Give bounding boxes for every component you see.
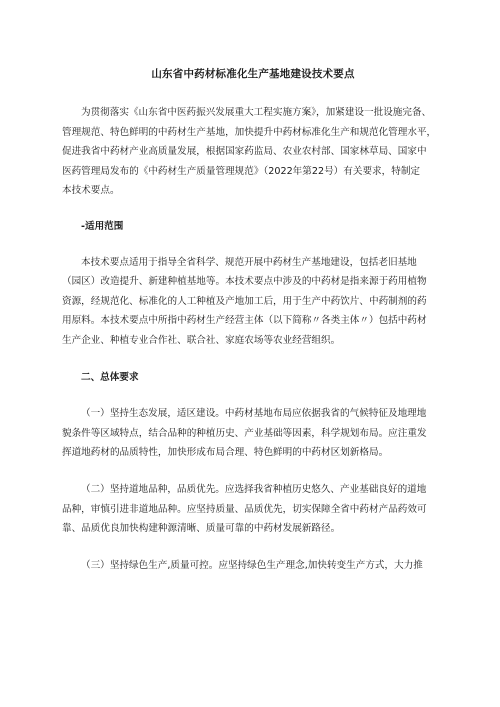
text-line: （一）坚持生态发展，适区建设。中药材基地布局应依据我省的气候特征及地理地	[81, 408, 427, 420]
text-line: 为贯彻落实《山东省中医药振兴发展重大工程实施方案》，加紧建设一批设施完备、	[81, 107, 432, 118]
text-line: 本技术要点。	[62, 185, 120, 197]
text-line: 貌条件等区域特点，结合品种的种植历史、产业基础等因素，科学规划布局。应注重发	[62, 427, 427, 439]
text-line: 促进我省中药材产业高质量发展，根据国家药监局、农业农村部、国家林草局、国家中	[62, 146, 427, 158]
text-line: 本技术要点适用于指导全省科学、规范开展中药材生产基地建设，包括老旧基地	[81, 256, 417, 268]
section-heading-general: 二、总体要求	[81, 371, 139, 383]
text-line: 品种，审慎引进非道地品种。应坚持质量、品质优先，切实保障全省中药材产品药效可	[62, 503, 427, 515]
text-line: 医药管理局发布的《中药材生产质量管理规范》（2022年第22号）有关要求，特制定	[62, 165, 421, 177]
text-line: （园区）改造提升、新建种植基地等。本技术要点中涉及的中药材是指来源于药用植物	[62, 276, 427, 288]
document-title: 山东省中药材标准化生产基地建设技术要点	[151, 68, 355, 80]
section-heading-scope: -适用范围	[81, 220, 124, 232]
text-line: 靠、品质优良加快构建种源清晰、质量可靠的中药材发展新路径。	[62, 523, 341, 535]
text-line: 生产企业、种植专业合作社、联合社、家庭农场等农业经营组织。	[62, 334, 341, 346]
text-line: 资源，经规范化、标准化的人工种植及产地加工后，用于生产中药饮片、中药制剂的药	[62, 295, 427, 307]
text-line: 挥道地药材的品质特性，加快形成布局合理、特色鲜明的中药材区划新格局。	[62, 447, 389, 459]
text-line: （三）坚持绿色生产,质量可控。应坚持绿色生产理念,加快转变生产方式，大力推	[81, 559, 423, 571]
intro-paragraph	[62, 103, 444, 201]
requirement-item-1	[62, 404, 444, 463]
scope-paragraph	[62, 253, 444, 351]
text-line: 管理规范、特色鲜明的中药材生产基地，加快提升中药材标准化生产和规范化管理水平，	[62, 126, 437, 138]
text-line: 用原料。本技术要点中所指中药材生产经营主体（以下简称〃各类主体〃）包括中药材	[62, 315, 427, 327]
text-line: （二）坚持道地品种，品质优先。应选择我省种植历史悠久、产业基础良好的道地	[81, 483, 427, 495]
requirement-item-3	[62, 556, 444, 576]
requirement-item-2	[62, 480, 444, 539]
